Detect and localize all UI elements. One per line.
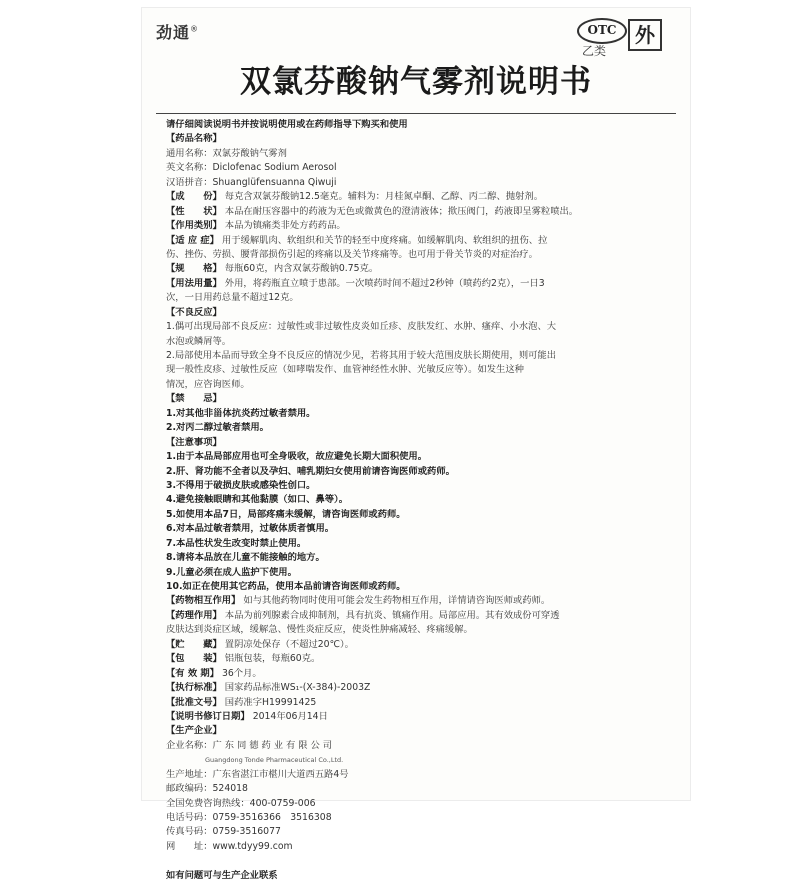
instruction-body [166,118,676,883]
section-label: 【禁 忌】 [166,393,222,405]
text-line [166,724,676,738]
text-line [166,869,676,883]
section-label: 【药品名称】 [166,133,222,145]
line-text: 铝瓶包装，每瓶60克。 [224,653,321,665]
text-line [166,537,676,551]
text-line [166,306,676,320]
line-text: 本品为前列腺素合成抑制剂，具有抗炎、镇痛作用。局部应用。其有效成份可穿透 [224,609,560,621]
text-line [166,638,676,652]
section-label: 【有 效 期】 [166,667,219,679]
line-text: 置阴凉处保存（不超过20℃）。 [224,638,354,650]
text-line [166,378,676,392]
text-line [166,811,676,825]
document-title: 双氯芬酸钠气雾剂说明书 [240,64,592,100]
text-line [166,450,676,464]
line-text: 英文名称：Diclofenac Sodium Aerosol [166,162,337,174]
text-line [166,594,676,608]
line-text: 企业名称：广 东 同 德 药 业 有 限 公 司 [166,739,333,751]
line-text: 国药准字H19991425 [224,696,317,708]
line-text: 2014年06月14日 [252,710,328,722]
text-line [166,479,676,493]
text-line [166,219,676,233]
section-label: 【说明书修订日期】 [166,710,250,722]
text-line [166,132,676,146]
text-line [166,609,676,623]
line-text: 汉语拼音：Shuanglüfensuanna Qiwuji [166,176,337,188]
text-line [166,262,676,276]
text-line [166,710,676,724]
text-line [166,161,676,175]
section-label: 【成 份】 [166,191,222,203]
line-text: 情况，应咨询医师。 [166,378,250,390]
section-label: 【作用类别】 [166,220,222,232]
section-label: 【性 状】 [166,205,222,217]
line-text: 请仔细阅读说明书并按说明使用或在药师指导下购买和使用 [166,119,408,130]
text-line [166,349,676,363]
line-text: 网 址：www.tdyy99.com [166,840,293,852]
text-line [166,797,676,811]
line-text: 国家药品标准WS₁-(X-384)-2003Z [224,682,371,694]
line-text: 本品在耐压容器中的药液为无色或微黄色的澄清液体；揿压阀门，药液即呈雾粒喷出。 [224,205,579,217]
line-text: 2.肝、肾功能不全者以及孕妇、哺乳期妇女使用前请咨询医师或药师。 [166,465,455,477]
section-label: 【生产企业】 [166,725,222,737]
section-label: 【批准文号】 [166,696,222,708]
text-line [166,277,676,291]
line-text: 传真号码：0759-3516077 [166,826,281,838]
text-line [166,551,676,565]
text-line [166,522,676,536]
section-label: 【适 应 症】 [166,234,219,246]
line-text: 本品为镇痛类非处方药药品。 [224,220,346,232]
text-line [166,782,676,796]
line-text: 1.偶可出现局部不良反应：过敏性或非过敏性皮炎如丘疹、皮肤发红、水肿、瘙痒、小水泡、大 [166,321,557,333]
text-line [166,580,676,594]
text-line [166,234,676,248]
section-label: 【不良反应】 [166,306,222,318]
line-text: 10.如正在使用其它药品，使用本品前请咨询医师或药师。 [166,581,406,592]
section-label: 【贮 藏】 [166,638,222,650]
line-text: 次，一日用药总量不超过12克。 [166,292,299,304]
line-text: 皮肤达到炎症区域，缓解急、慢性炎症反应，使炎性肿痛减轻、疼痛缓解。 [166,624,473,636]
line-text: 外用，将药瓶直立喷于患部。一次喷药时间不超过2秒钟（喷药约2克），一日3 [224,277,545,289]
line-text: 5.如使用本品7日，局部疼痛未缓解，请咨询医师或药师。 [166,508,406,520]
section-label: 【用法用量】 [166,277,222,289]
text-line [166,768,676,782]
text-line [166,508,676,522]
line-text: 伤、挫伤、劳损、腰背部损伤引起的疼痛以及关节疼痛等。也可用于骨关节炎的对症治疗。 [166,248,538,260]
section-label: 【包 装】 [166,653,222,665]
text-line [166,854,676,868]
line-text: 用于缓解肌肉、软组织和关节的轻至中度疼痛。如缓解肌肉、软组织的扭伤、拉 [221,234,548,246]
text-line [166,335,676,349]
text-line [166,320,676,334]
section-label: 【规 格】 [166,263,222,275]
text-line [166,436,676,450]
section-label: 【药理作用】 [166,609,222,621]
text-line [166,652,676,666]
text-line [166,291,676,305]
otc-badge: OTC [577,18,627,44]
text-line [166,825,676,839]
line-text: 1.对其他非甾体抗炎药过敏者禁用。 [166,407,316,419]
line-text: 7.本品性状发生改变时禁止使用。 [166,537,307,549]
text-line [166,205,676,219]
line-text: 如与其他药物同时使用可能会发生药物相互作用，详情请咨询医师或药师。 [243,595,551,607]
line-text: 9.儿童必须在成人监护下使用。 [166,566,297,578]
text-line [166,840,676,854]
line-text: 通用名称：双氯芬酸钠气雾剂 [166,147,287,159]
otc-class-label: 乙类 [582,44,607,58]
line-text: 生产地址：广东省湛江市椹川大道西五路4号 [166,768,349,780]
text-line [166,667,676,681]
text-line [166,392,676,406]
external-use-badge: 外 [628,19,662,51]
line-text: 6.对本品过敏者禁用，过敏体质者慎用。 [166,523,335,535]
text-line [166,176,676,190]
brand-name: 劲通® [156,23,200,42]
text-line [166,566,676,580]
line-text: 全国免费咨询热线：400-0759-006 [166,797,316,809]
text-line [166,739,676,753]
text-line [166,147,676,161]
line-text: 36个月。 [221,667,262,679]
line-text: 电话号码：0759-3516366 3516308 [166,812,332,823]
line-text: 每瓶60克，内含双氯芬酸钠0.75克。 [224,263,379,275]
line-text: Guangdong Tonde Pharmaceutical Co.,Ltd. [166,756,344,765]
line-text: 如有问题可与生产企业联系 [166,869,278,881]
text-line [166,465,676,479]
section-label: 【执行标准】 [166,682,222,694]
text-line [166,421,676,435]
text-line [166,493,676,507]
text-line [166,407,676,421]
line-text: 邮政编码：524018 [166,783,248,795]
text-line [166,248,676,262]
text-line [166,118,676,132]
line-text: 4.避免接触眼睛和其他黏膜（如口、鼻等）。 [166,494,348,506]
line-text: 1.由于本品局部应用也可全身吸收，故应避免长期大面积使用。 [166,451,428,463]
line-text: 8.请将本品放在儿童不能接触的地方。 [166,552,325,564]
line-text: 2.对丙二醇过敏者禁用。 [166,422,269,434]
text-line [166,753,676,767]
line-text: 水泡或鳞屑等。 [166,335,232,347]
text-line [166,363,676,377]
line-text: 现一般性皮疹、过敏性反应（如哮喘发作、血管神经性水肿、光敏反应等）。如发生这种 [166,364,524,376]
title-divider [156,113,676,114]
section-label: 【注意事项】 [166,436,222,448]
line-text: 每克含双氯芬酸钠12.5毫克。辅料为：月桂氮卓酮、乙醇、丙二醇、抛射剂。 [224,191,543,203]
text-line [166,623,676,637]
text-line [166,190,676,204]
line-text: 2.局部使用本品而导致全身不良反应的情况少见，若将其用于较大范围皮肤长期使用，则可能出 [166,350,557,361]
text-line [166,696,676,710]
section-label: 【药物相互作用】 [166,595,241,607]
line-text: 3.不得用于破损皮肤或感染性创口。 [166,479,316,491]
text-line [166,681,676,695]
